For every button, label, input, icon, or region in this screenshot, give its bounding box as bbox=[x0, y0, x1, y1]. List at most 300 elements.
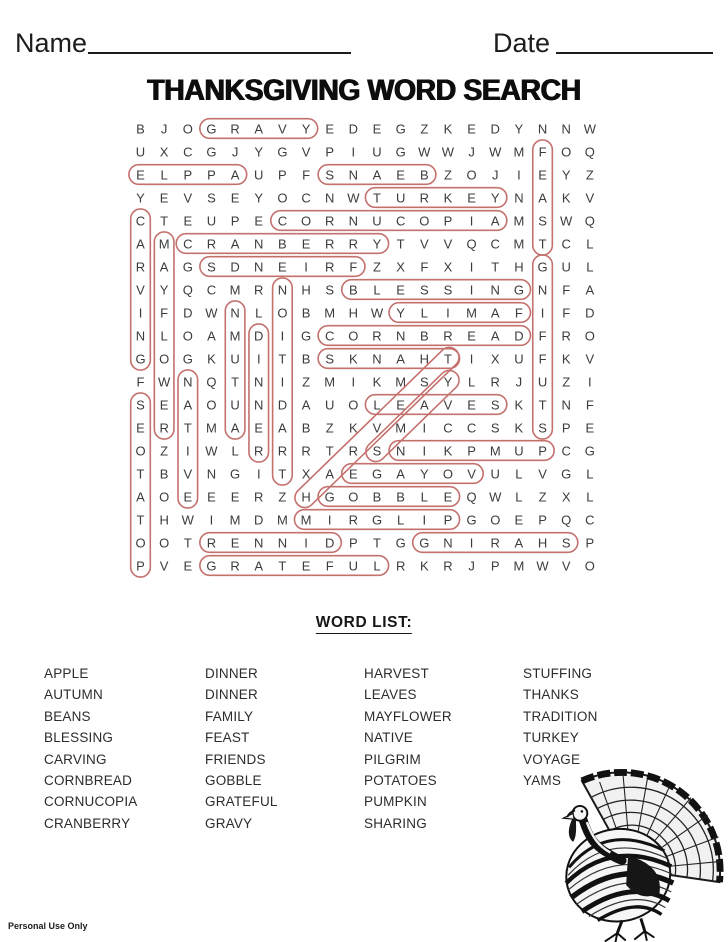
grid-letter-r9c9[interactable]: M bbox=[324, 305, 336, 320]
grid-letter-r7c18[interactable]: G bbox=[537, 259, 548, 274]
grid-letter-r14c15[interactable]: C bbox=[466, 420, 477, 435]
grid-letter-r18c9[interactable]: I bbox=[327, 512, 332, 527]
grid-letter-r13c10[interactable]: O bbox=[348, 397, 359, 412]
grid-letter-r19c12[interactable]: G bbox=[395, 535, 406, 550]
grid-letter-r14c10[interactable]: K bbox=[349, 420, 358, 435]
grid-letter-r3c7[interactable]: P bbox=[278, 167, 287, 182]
grid-letter-r7c2[interactable]: A bbox=[159, 259, 169, 274]
grid-letter-r9c12[interactable]: Y bbox=[396, 305, 405, 320]
grid-letter-r20c14[interactable]: R bbox=[443, 558, 453, 573]
grid-letter-r3c12[interactable]: E bbox=[396, 167, 405, 182]
grid-letter-r2c14[interactable]: W bbox=[441, 144, 455, 159]
grid-letter-r16c8[interactable]: X bbox=[301, 466, 311, 481]
grid-letter-r12c4[interactable]: Q bbox=[206, 374, 217, 389]
grid-letter-r20c8[interactable]: E bbox=[301, 558, 311, 573]
grid-letter-r7c16[interactable]: T bbox=[491, 259, 500, 274]
grid-letter-r10c11[interactable]: R bbox=[372, 328, 382, 343]
grid-letter-r15c4[interactable]: W bbox=[205, 443, 218, 458]
grid-letter-r16c11[interactable]: G bbox=[371, 466, 383, 481]
grid-letter-r11c7[interactable]: T bbox=[278, 351, 287, 366]
grid-letter-r12c1[interactable]: F bbox=[136, 374, 145, 389]
grid-letter-r18c4[interactable]: I bbox=[209, 512, 214, 527]
grid-letter-r1c11[interactable]: E bbox=[372, 121, 382, 136]
grid-letter-r15c20[interactable]: G bbox=[584, 443, 595, 458]
name-blank-line[interactable] bbox=[88, 52, 351, 54]
grid-letter-r2c18[interactable]: F bbox=[538, 144, 547, 159]
grid-letter-r14c12[interactable]: M bbox=[395, 420, 407, 435]
grid-letter-r13c17[interactable]: K bbox=[514, 397, 524, 412]
grid-letter-r20c10[interactable]: U bbox=[348, 558, 359, 573]
grid-letter-r14c17[interactable]: K bbox=[514, 420, 524, 435]
grid-letter-r8c16[interactable]: N bbox=[490, 282, 500, 297]
grid-letter-r20c13[interactable]: K bbox=[419, 558, 429, 573]
grid-letter-r18c16[interactable]: O bbox=[490, 512, 501, 527]
grid-letter-r6c7[interactable]: B bbox=[278, 236, 287, 251]
grid-letter-r7c11[interactable]: Z bbox=[373, 259, 381, 274]
grid-letter-r6c20[interactable]: L bbox=[586, 236, 594, 251]
grid-letter-r1c13[interactable]: Z bbox=[420, 121, 429, 136]
grid-letter-r5c9[interactable]: R bbox=[324, 213, 335, 228]
grid-letter-r9c14[interactable]: I bbox=[446, 305, 450, 320]
grid-letter-r14c1[interactable]: E bbox=[136, 420, 145, 435]
grid-letter-r18c18[interactable]: P bbox=[538, 512, 547, 527]
grid-letter-r13c2[interactable]: E bbox=[159, 397, 169, 412]
grid-letter-r12c6[interactable]: N bbox=[254, 374, 264, 389]
grid-letter-r5c1[interactable]: C bbox=[135, 213, 146, 228]
grid-letter-r7c13[interactable]: F bbox=[420, 259, 429, 274]
grid-letter-r5c11[interactable]: U bbox=[372, 213, 382, 228]
grid-letter-r18c17[interactable]: E bbox=[514, 512, 524, 527]
grid-letter-r6c12[interactable]: T bbox=[396, 236, 405, 251]
grid-letter-r3c8[interactable]: F bbox=[302, 167, 311, 182]
grid-letter-r2c7[interactable]: G bbox=[277, 144, 288, 159]
grid-letter-r14c6[interactable]: E bbox=[254, 420, 264, 435]
grid-letter-r8c6[interactable]: R bbox=[254, 282, 264, 297]
grid-letter-r15c19[interactable]: C bbox=[561, 443, 571, 458]
grid-letter-r8c14[interactable]: S bbox=[443, 282, 453, 297]
grid-letter-r1c16[interactable]: D bbox=[490, 121, 500, 136]
grid-letter-r14c14[interactable]: C bbox=[443, 420, 453, 435]
grid-letter-r12c13[interactable]: S bbox=[419, 374, 429, 389]
grid-letter-r7c10[interactable]: F bbox=[349, 259, 358, 274]
grid-letter-r4c16[interactable]: Y bbox=[490, 190, 500, 205]
grid-letter-r3c5[interactable]: A bbox=[230, 167, 240, 182]
grid-letter-r14c9[interactable]: Z bbox=[325, 420, 334, 435]
grid-letter-r10c10[interactable]: O bbox=[348, 328, 359, 343]
grid-letter-r5c3[interactable]: E bbox=[183, 213, 193, 228]
grid-letter-r10c4[interactable]: A bbox=[207, 328, 216, 343]
grid-letter-r6c19[interactable]: C bbox=[561, 236, 571, 251]
grid-letter-r9c19[interactable]: F bbox=[562, 305, 571, 320]
grid-letter-r18c13[interactable]: I bbox=[422, 512, 427, 527]
grid-letter-r16c18[interactable]: V bbox=[538, 466, 547, 481]
grid-letter-r3c10[interactable]: N bbox=[348, 167, 359, 182]
grid-letter-r1c7[interactable]: V bbox=[278, 121, 287, 136]
grid-letter-r20c12[interactable]: R bbox=[395, 558, 406, 573]
grid-letter-r4c20[interactable]: V bbox=[585, 190, 595, 205]
grid-letter-r7c20[interactable]: L bbox=[586, 259, 594, 274]
grid-letter-r1c1[interactable]: B bbox=[136, 121, 145, 136]
grid-letter-r6c11[interactable]: Y bbox=[372, 236, 382, 251]
grid-letter-r3c4[interactable]: P bbox=[207, 167, 216, 182]
grid-letter-r8c7[interactable]: N bbox=[277, 282, 288, 297]
grid-letter-r16c19[interactable]: G bbox=[561, 466, 572, 481]
grid-letter-r18c19[interactable]: Q bbox=[561, 512, 572, 527]
grid-letter-r6c4[interactable]: R bbox=[206, 236, 217, 251]
grid-letter-r8c10[interactable]: B bbox=[349, 282, 358, 297]
grid-letter-r16c10[interactable]: E bbox=[349, 466, 358, 481]
grid-letter-r8c20[interactable]: A bbox=[585, 282, 595, 297]
grid-letter-r8c1[interactable]: V bbox=[136, 282, 145, 297]
grid-letter-r13c19[interactable]: N bbox=[561, 397, 571, 412]
grid-letter-r19c10[interactable]: P bbox=[349, 535, 358, 550]
grid-letter-r7c5[interactable]: D bbox=[230, 259, 240, 274]
grid-letter-r2c15[interactable]: J bbox=[468, 144, 475, 159]
grid-letter-r2c9[interactable]: P bbox=[325, 144, 335, 159]
grid-letter-r2c4[interactable]: G bbox=[206, 144, 217, 159]
grid-letter-r13c11[interactable]: L bbox=[373, 397, 381, 412]
grid-letter-r18c11[interactable]: G bbox=[371, 512, 383, 527]
grid-letter-r9c17[interactable]: F bbox=[514, 305, 523, 320]
grid-letter-r20c4[interactable]: G bbox=[206, 558, 217, 573]
grid-letter-r11c12[interactable]: A bbox=[396, 351, 405, 366]
grid-letter-r15c7[interactable]: R bbox=[277, 443, 288, 458]
grid-letter-r19c16[interactable]: R bbox=[490, 535, 500, 550]
grid-letter-r3c20[interactable]: Z bbox=[585, 167, 594, 182]
grid-letter-r5c15[interactable]: I bbox=[469, 213, 474, 228]
grid-letter-r13c14[interactable]: V bbox=[443, 397, 453, 412]
grid-letter-r9c8[interactable]: B bbox=[301, 305, 311, 320]
grid-letter-r3c19[interactable]: Y bbox=[561, 167, 571, 182]
grid-letter-r8c2[interactable]: Y bbox=[159, 282, 169, 297]
grid-letter-r2c5[interactable]: J bbox=[231, 144, 239, 159]
grid-letter-r3c15[interactable]: O bbox=[466, 167, 477, 182]
grid-letter-r19c1[interactable]: O bbox=[135, 535, 146, 550]
grid-letter-r1c20[interactable]: W bbox=[583, 121, 596, 136]
grid-letter-r19c20[interactable]: P bbox=[585, 535, 595, 550]
grid-letter-r6c2[interactable]: M bbox=[158, 236, 170, 251]
grid-letter-r6c8[interactable]: E bbox=[301, 236, 311, 251]
grid-letter-r17c20[interactable]: L bbox=[586, 489, 594, 504]
grid-letter-r18c15[interactable]: G bbox=[466, 512, 477, 527]
grid-letter-r11c9[interactable]: S bbox=[325, 351, 335, 366]
grid-letter-r8c11[interactable]: L bbox=[373, 282, 381, 297]
grid-letter-r3c2[interactable]: L bbox=[160, 167, 168, 182]
grid-letter-r19c11[interactable]: T bbox=[373, 535, 381, 550]
grid-letter-r12c20[interactable]: I bbox=[588, 374, 592, 389]
grid-letter-r10c17[interactable]: D bbox=[514, 328, 524, 343]
grid-letter-r15c12[interactable]: N bbox=[395, 443, 406, 458]
grid-letter-r5c10[interactable]: N bbox=[348, 213, 359, 228]
grid-letter-r10c20[interactable]: O bbox=[584, 328, 595, 343]
grid-letter-r20c3[interactable]: E bbox=[183, 558, 193, 573]
grid-letter-r2c16[interactable]: W bbox=[489, 144, 502, 159]
grid-letter-r20c17[interactable]: M bbox=[513, 558, 525, 573]
grid-letter-r11c19[interactable]: K bbox=[561, 351, 571, 366]
grid-letter-r1c8[interactable]: Y bbox=[301, 121, 311, 136]
grid-letter-r8c13[interactable]: S bbox=[419, 282, 429, 297]
grid-letter-r13c12[interactable]: E bbox=[396, 397, 405, 412]
grid-letter-r19c4[interactable]: R bbox=[206, 535, 217, 550]
grid-letter-r20c19[interactable]: V bbox=[561, 558, 571, 573]
grid-letter-r10c9[interactable]: C bbox=[324, 328, 335, 343]
grid-letter-r2c3[interactable]: C bbox=[183, 144, 193, 159]
grid-letter-r16c5[interactable]: G bbox=[230, 466, 241, 481]
grid-letter-r15c16[interactable]: M bbox=[489, 443, 501, 458]
grid-letter-r14c8[interactable]: B bbox=[301, 420, 311, 435]
grid-letter-r20c15[interactable]: J bbox=[468, 558, 475, 573]
grid-letter-r17c6[interactable]: R bbox=[254, 489, 264, 504]
grid-letter-r4c2[interactable]: E bbox=[159, 190, 169, 205]
grid-letter-r12c9[interactable]: M bbox=[324, 374, 336, 389]
grid-letter-r1c6[interactable]: A bbox=[254, 121, 264, 136]
grid-letter-r18c2[interactable]: H bbox=[159, 512, 169, 527]
grid-letter-r1c15[interactable]: E bbox=[467, 121, 476, 136]
grid-letter-r13c15[interactable]: E bbox=[467, 397, 476, 412]
grid-letter-r3c16[interactable]: J bbox=[492, 167, 499, 182]
grid-letter-r19c5[interactable]: E bbox=[230, 535, 240, 550]
grid-letter-r12c16[interactable]: R bbox=[490, 374, 500, 389]
grid-letter-r8c18[interactable]: N bbox=[537, 282, 548, 297]
grid-letter-r6c13[interactable]: V bbox=[419, 236, 429, 251]
grid-letter-r18c3[interactable]: W bbox=[181, 512, 194, 527]
grid-letter-r15c10[interactable]: R bbox=[348, 443, 359, 458]
grid-letter-r3c1[interactable]: E bbox=[136, 167, 145, 182]
grid-letter-r20c9[interactable]: F bbox=[325, 558, 334, 573]
grid-letter-r19c18[interactable]: H bbox=[537, 535, 548, 550]
grid-letter-r2c12[interactable]: G bbox=[395, 144, 406, 159]
grid-letter-r16c1[interactable]: T bbox=[136, 466, 145, 481]
grid-letter-r13c16[interactable]: S bbox=[490, 397, 500, 412]
grid-letter-r13c18[interactable]: T bbox=[538, 397, 547, 412]
grid-letter-r14c16[interactable]: S bbox=[490, 420, 500, 435]
grid-letter-r3c9[interactable]: S bbox=[325, 167, 335, 182]
grid-letter-r15c6[interactable]: R bbox=[254, 443, 264, 458]
grid-letter-r17c19[interactable]: X bbox=[561, 489, 571, 504]
grid-letter-r10c12[interactable]: N bbox=[395, 328, 406, 343]
grid-letter-r4c9[interactable]: N bbox=[324, 190, 335, 205]
grid-letter-r1c14[interactable]: K bbox=[443, 121, 453, 136]
grid-letter-r10c13[interactable]: B bbox=[419, 328, 429, 343]
grid-letter-r20c20[interactable]: O bbox=[584, 558, 595, 573]
grid-letter-r18c10[interactable]: R bbox=[348, 512, 359, 527]
grid-letter-r16c2[interactable]: B bbox=[159, 466, 169, 481]
grid-letter-r9c6[interactable]: L bbox=[255, 305, 263, 320]
grid-letter-r8c12[interactable]: E bbox=[396, 282, 405, 297]
grid-letter-r9c1[interactable]: I bbox=[138, 305, 143, 320]
grid-letter-r5c13[interactable]: O bbox=[419, 213, 430, 228]
grid-letter-r13c20[interactable]: F bbox=[585, 397, 594, 412]
grid-letter-r14c18[interactable]: S bbox=[538, 420, 547, 435]
grid-letter-r16c12[interactable]: A bbox=[396, 466, 405, 481]
grid-letter-r7c1[interactable]: R bbox=[135, 259, 146, 274]
grid-letter-r11c8[interactable]: B bbox=[301, 351, 311, 366]
grid-letter-r4c11[interactable]: T bbox=[373, 190, 381, 205]
grid-letter-r14c13[interactable]: I bbox=[422, 420, 427, 435]
grid-letter-r17c17[interactable]: L bbox=[515, 489, 523, 504]
grid-letter-r2c20[interactable]: Q bbox=[584, 144, 595, 159]
grid-letter-r16c9[interactable]: A bbox=[325, 466, 335, 481]
grid-letter-r5c12[interactable]: C bbox=[395, 213, 406, 228]
grid-letter-r6c18[interactable]: T bbox=[538, 236, 547, 251]
grid-letter-r3c11[interactable]: A bbox=[372, 167, 382, 182]
grid-letter-r9c4[interactable]: W bbox=[205, 305, 218, 320]
grid-letter-r17c16[interactable]: W bbox=[489, 489, 502, 504]
grid-letter-r11c3[interactable]: G bbox=[182, 351, 193, 366]
grid-letter-r13c7[interactable]: D bbox=[277, 397, 288, 412]
grid-letter-r8c9[interactable]: S bbox=[325, 282, 335, 297]
grid-letter-r18c6[interactable]: D bbox=[254, 512, 264, 527]
grid-letter-r7c4[interactable]: S bbox=[207, 259, 216, 274]
grid-letter-r5c2[interactable]: T bbox=[160, 213, 169, 228]
grid-letter-r14c7[interactable]: A bbox=[278, 420, 287, 435]
grid-letter-r9c20[interactable]: D bbox=[585, 305, 595, 320]
grid-letter-r1c2[interactable]: J bbox=[160, 121, 168, 136]
grid-letter-r1c19[interactable]: N bbox=[561, 121, 571, 136]
grid-letter-r11c14[interactable]: T bbox=[443, 351, 452, 366]
grid-letter-r15c5[interactable]: L bbox=[231, 443, 239, 458]
grid-letter-r7c19[interactable]: U bbox=[561, 259, 571, 274]
grid-letter-r9c10[interactable]: H bbox=[348, 305, 359, 320]
grid-letter-r3c18[interactable]: E bbox=[538, 167, 547, 182]
grid-letter-r19c3[interactable]: T bbox=[183, 535, 192, 550]
grid-letter-r15c1[interactable]: O bbox=[135, 443, 146, 458]
grid-letter-r2c11[interactable]: U bbox=[372, 144, 382, 159]
grid-letter-r12c18[interactable]: U bbox=[537, 374, 548, 389]
grid-letter-r19c15[interactable]: I bbox=[469, 535, 474, 550]
grid-letter-r9c18[interactable]: I bbox=[540, 305, 545, 320]
grid-letter-r17c3[interactable]: E bbox=[183, 489, 193, 504]
grid-letter-r1c3[interactable]: O bbox=[182, 121, 193, 136]
grid-letter-r11c6[interactable]: I bbox=[256, 351, 261, 366]
grid-letter-r1c9[interactable]: E bbox=[325, 121, 335, 136]
grid-letter-r15c11[interactable]: S bbox=[372, 443, 382, 458]
grid-letter-r8c5[interactable]: M bbox=[229, 282, 241, 297]
grid-letter-r18c12[interactable]: L bbox=[397, 512, 405, 527]
grid-letter-r16c4[interactable]: N bbox=[206, 466, 217, 481]
grid-letter-r19c17[interactable]: A bbox=[514, 535, 524, 550]
grid-letter-r1c18[interactable]: N bbox=[537, 121, 548, 136]
grid-letter-r7c17[interactable]: H bbox=[514, 259, 524, 274]
grid-letter-r6c3[interactable]: C bbox=[183, 236, 193, 251]
grid-letter-r15c18[interactable]: P bbox=[538, 443, 547, 458]
grid-letter-r9c13[interactable]: L bbox=[420, 305, 428, 320]
date-blank-line[interactable] bbox=[556, 52, 713, 54]
grid-letter-r1c4[interactable]: G bbox=[206, 121, 217, 136]
grid-letter-r7c15[interactable]: I bbox=[469, 259, 474, 274]
grid-letter-r12c8[interactable]: Z bbox=[302, 374, 311, 389]
grid-letter-r11c4[interactable]: K bbox=[207, 351, 216, 366]
grid-letter-r5c5[interactable]: P bbox=[230, 213, 240, 228]
grid-letter-r9c15[interactable]: M bbox=[466, 305, 478, 320]
grid-letter-r6c10[interactable]: R bbox=[348, 236, 359, 251]
grid-letter-r6c17[interactable]: M bbox=[513, 236, 525, 251]
grid-letter-r15c15[interactable]: P bbox=[467, 443, 476, 458]
grid-letter-r3c6[interactable]: U bbox=[254, 167, 264, 182]
grid-letter-r16c16[interactable]: U bbox=[490, 466, 500, 481]
grid-letter-r4c5[interactable]: E bbox=[230, 190, 240, 205]
grid-letter-r17c7[interactable]: Z bbox=[278, 489, 287, 504]
grid-letter-r12c7[interactable]: I bbox=[280, 374, 285, 389]
grid-letter-r2c6[interactable]: Y bbox=[254, 144, 264, 159]
grid-letter-r8c8[interactable]: H bbox=[301, 282, 311, 297]
grid-letter-r2c1[interactable]: U bbox=[135, 144, 146, 159]
grid-letter-r11c11[interactable]: N bbox=[372, 351, 382, 366]
grid-letter-r17c12[interactable]: B bbox=[396, 489, 405, 504]
grid-letter-r12c10[interactable]: I bbox=[351, 374, 356, 389]
grid-letter-r12c14[interactable]: Y bbox=[443, 374, 453, 389]
grid-letter-r14c5[interactable]: A bbox=[230, 420, 240, 435]
grid-letter-r19c2[interactable]: O bbox=[159, 535, 170, 550]
grid-letter-r17c11[interactable]: B bbox=[372, 489, 382, 504]
grid-letter-r8c3[interactable]: Q bbox=[182, 282, 193, 297]
grid-letter-r11c15[interactable]: I bbox=[469, 351, 474, 366]
grid-letter-r7c12[interactable]: X bbox=[396, 259, 405, 274]
grid-letter-r7c7[interactable]: E bbox=[278, 259, 287, 274]
grid-letter-r2c13[interactable]: W bbox=[418, 144, 431, 159]
grid-letter-r13c1[interactable]: S bbox=[136, 397, 145, 412]
grid-letter-r4c15[interactable]: E bbox=[467, 190, 476, 205]
grid-letter-r19c6[interactable]: N bbox=[254, 535, 264, 550]
grid-letter-r11c13[interactable]: H bbox=[419, 351, 429, 366]
grid-letter-r19c7[interactable]: N bbox=[277, 535, 288, 550]
grid-letter-r6c1[interactable]: A bbox=[136, 236, 145, 251]
grid-letter-r1c17[interactable]: Y bbox=[514, 121, 524, 136]
grid-letter-r19c19[interactable]: S bbox=[561, 535, 571, 550]
grid-letter-r17c4[interactable]: E bbox=[207, 489, 216, 504]
grid-letter-r6c6[interactable]: N bbox=[254, 236, 264, 251]
grid-letter-r4c7[interactable]: O bbox=[277, 190, 288, 205]
grid-letter-r13c4[interactable]: O bbox=[206, 397, 217, 412]
grid-letter-r6c5[interactable]: A bbox=[230, 236, 240, 251]
grid-letter-r15c17[interactable]: U bbox=[514, 443, 524, 458]
grid-letter-r14c3[interactable]: T bbox=[183, 420, 192, 435]
grid-letter-r9c16[interactable]: A bbox=[490, 305, 500, 320]
grid-letter-r18c5[interactable]: M bbox=[229, 512, 241, 527]
grid-letter-r15c3[interactable]: I bbox=[185, 443, 190, 458]
grid-letter-r17c2[interactable]: O bbox=[159, 489, 170, 504]
grid-letter-r17c15[interactable]: Q bbox=[466, 489, 477, 504]
grid-letter-r16c17[interactable]: L bbox=[515, 466, 523, 481]
grid-letter-r15c13[interactable]: I bbox=[422, 443, 427, 458]
grid-letter-r3c14[interactable]: Z bbox=[443, 167, 452, 182]
grid-letter-r18c7[interactable]: M bbox=[276, 512, 288, 527]
grid-letter-r20c11[interactable]: L bbox=[373, 558, 381, 573]
grid-letter-r15c8[interactable]: R bbox=[301, 443, 311, 458]
grid-letter-r4c13[interactable]: R bbox=[419, 190, 429, 205]
grid-letter-r8c19[interactable]: F bbox=[562, 282, 571, 297]
grid-letter-r9c7[interactable]: O bbox=[277, 305, 288, 320]
grid-letter-r20c2[interactable]: V bbox=[159, 558, 169, 573]
grid-letter-r5c6[interactable]: E bbox=[254, 213, 264, 228]
grid-letter-r16c3[interactable]: V bbox=[183, 466, 193, 481]
grid-letter-r15c14[interactable]: K bbox=[443, 443, 453, 458]
grid-letter-r9c2[interactable]: F bbox=[160, 305, 169, 320]
grid-letter-r10c1[interactable]: N bbox=[135, 328, 146, 343]
grid-letter-r4c17[interactable]: N bbox=[514, 190, 524, 205]
grid-letter-r5c7[interactable]: C bbox=[277, 213, 288, 228]
grid-letter-r4c19[interactable]: K bbox=[561, 190, 571, 205]
grid-letter-r13c8[interactable]: A bbox=[301, 397, 311, 412]
grid-letter-r17c10[interactable]: O bbox=[348, 489, 359, 504]
grid-letter-r5c16[interactable]: A bbox=[490, 213, 500, 228]
grid-letter-r1c5[interactable]: R bbox=[230, 121, 240, 136]
grid-letter-r9c3[interactable]: D bbox=[183, 305, 193, 320]
grid-letter-r20c5[interactable]: R bbox=[230, 558, 240, 573]
grid-letter-r8c4[interactable]: C bbox=[206, 282, 217, 297]
grid-letter-r7c3[interactable]: G bbox=[182, 259, 193, 274]
grid-letter-r18c20[interactable]: C bbox=[585, 512, 595, 527]
